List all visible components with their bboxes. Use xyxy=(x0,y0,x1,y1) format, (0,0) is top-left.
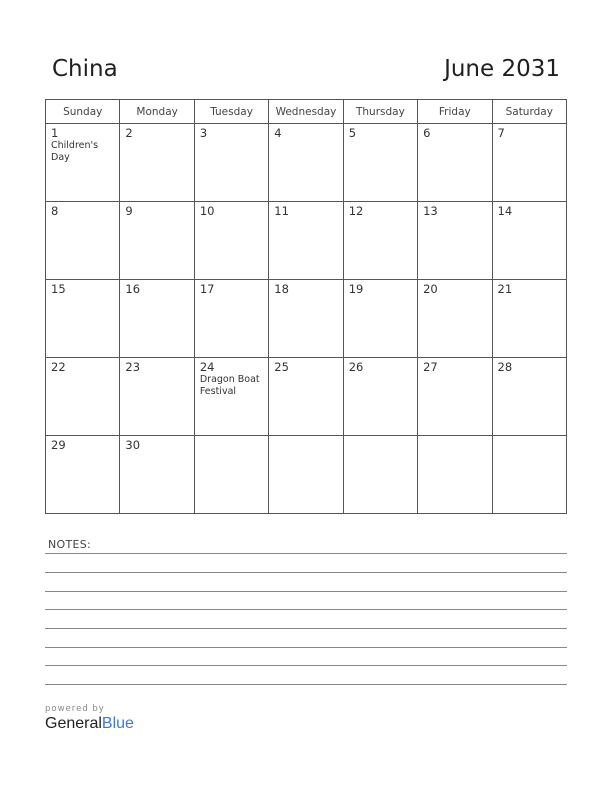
calendar-grid xyxy=(45,99,567,514)
day-cell xyxy=(269,436,343,514)
day-number: 3 xyxy=(199,126,208,140)
weekday-saturday: Saturday xyxy=(492,100,566,124)
day-cell xyxy=(343,280,417,358)
day-number: 20 xyxy=(423,282,438,296)
day-number: 2 xyxy=(125,126,133,140)
day-number: 7 xyxy=(497,126,505,140)
brand-general: General xyxy=(45,715,102,732)
weekday-header-row xyxy=(46,100,567,124)
week-row xyxy=(46,436,567,514)
day-number: 4 xyxy=(274,126,282,140)
day-cell xyxy=(418,280,492,358)
day-cell xyxy=(46,202,120,280)
day-number: 16 xyxy=(125,282,141,296)
notes-line xyxy=(45,591,567,592)
day-cell xyxy=(194,124,268,202)
day-number: 13 xyxy=(423,204,438,218)
day-number: 10 xyxy=(199,204,215,218)
day-cell xyxy=(343,202,417,280)
day-cell xyxy=(46,436,120,514)
day-number: 18 xyxy=(274,282,289,296)
day-cell xyxy=(418,436,492,514)
day-cell xyxy=(194,202,268,280)
day-cell xyxy=(418,124,492,202)
day-cell xyxy=(194,436,268,514)
day-number: 11 xyxy=(274,204,289,218)
day-cell xyxy=(269,202,343,280)
day-cell xyxy=(46,358,120,436)
day-number: 21 xyxy=(497,282,513,296)
day-cell xyxy=(418,358,492,436)
holiday-label: Children's Day xyxy=(51,140,99,163)
day-cell xyxy=(120,124,194,202)
notes-line xyxy=(45,665,567,666)
day-number: 5 xyxy=(348,126,357,140)
day-number: 8 xyxy=(51,204,59,218)
day-cell xyxy=(492,124,566,202)
day-cell xyxy=(46,280,120,358)
notes-line xyxy=(45,647,567,648)
day-number: 30 xyxy=(125,438,141,452)
notes-line xyxy=(45,572,567,573)
holiday-label: Dragon Boat Festival xyxy=(199,374,260,397)
week-row xyxy=(46,280,567,358)
day-number: 14 xyxy=(497,204,513,218)
day-cell xyxy=(269,358,343,436)
day-cell xyxy=(343,124,417,202)
notes-label: NOTES: xyxy=(48,538,92,551)
day-cell xyxy=(194,358,268,436)
day-cell xyxy=(120,358,194,436)
day-number: 29 xyxy=(51,438,66,452)
weekday-wednesday: Wednesday xyxy=(269,100,343,124)
day-cell xyxy=(120,202,194,280)
day-cell xyxy=(492,202,566,280)
day-cell xyxy=(269,280,343,358)
week-row xyxy=(46,202,567,280)
day-number: 12 xyxy=(348,204,364,218)
month-year-title: June 2031 xyxy=(444,56,560,82)
day-number: 19 xyxy=(348,282,364,296)
brand-blue: Blue xyxy=(101,715,134,732)
weekday-tuesday: Tuesday xyxy=(194,100,268,124)
day-cell xyxy=(120,436,194,514)
day-number: 26 xyxy=(348,360,364,374)
day-cell xyxy=(492,358,566,436)
notes-line xyxy=(45,684,567,685)
weekday-thursday: Thursday xyxy=(343,100,417,124)
brand-logo[interactable] xyxy=(45,715,134,733)
day-number: 28 xyxy=(497,360,513,374)
day-number: 15 xyxy=(51,282,66,296)
day-cell xyxy=(492,436,566,514)
notes-line xyxy=(45,628,567,629)
day-cell xyxy=(194,280,268,358)
day-cell xyxy=(492,280,566,358)
notes-line xyxy=(45,553,567,554)
day-number: 25 xyxy=(274,360,289,374)
country-title: China xyxy=(52,56,118,82)
day-number: 6 xyxy=(423,126,431,140)
weekday-sunday: Sunday xyxy=(46,100,120,124)
powered-by-text: powered by xyxy=(45,704,105,714)
day-cell xyxy=(343,436,417,514)
day-number: 17 xyxy=(199,282,215,296)
day-cell xyxy=(418,202,492,280)
brand-footer xyxy=(45,704,134,733)
weekday-friday: Friday xyxy=(418,100,492,124)
day-cell xyxy=(46,124,120,202)
week-row xyxy=(46,124,567,202)
notes-line xyxy=(45,609,567,610)
day-number: 27 xyxy=(423,360,438,374)
day-number: 22 xyxy=(51,360,66,374)
day-cell xyxy=(343,358,417,436)
day-number: 9 xyxy=(125,204,133,218)
weekday-monday: Monday xyxy=(120,100,194,124)
day-cell xyxy=(269,124,343,202)
day-number: 23 xyxy=(125,360,141,374)
day-number: 24 xyxy=(199,360,215,374)
day-number: 1 xyxy=(51,126,59,140)
day-cell xyxy=(120,280,194,358)
week-row xyxy=(46,358,567,436)
